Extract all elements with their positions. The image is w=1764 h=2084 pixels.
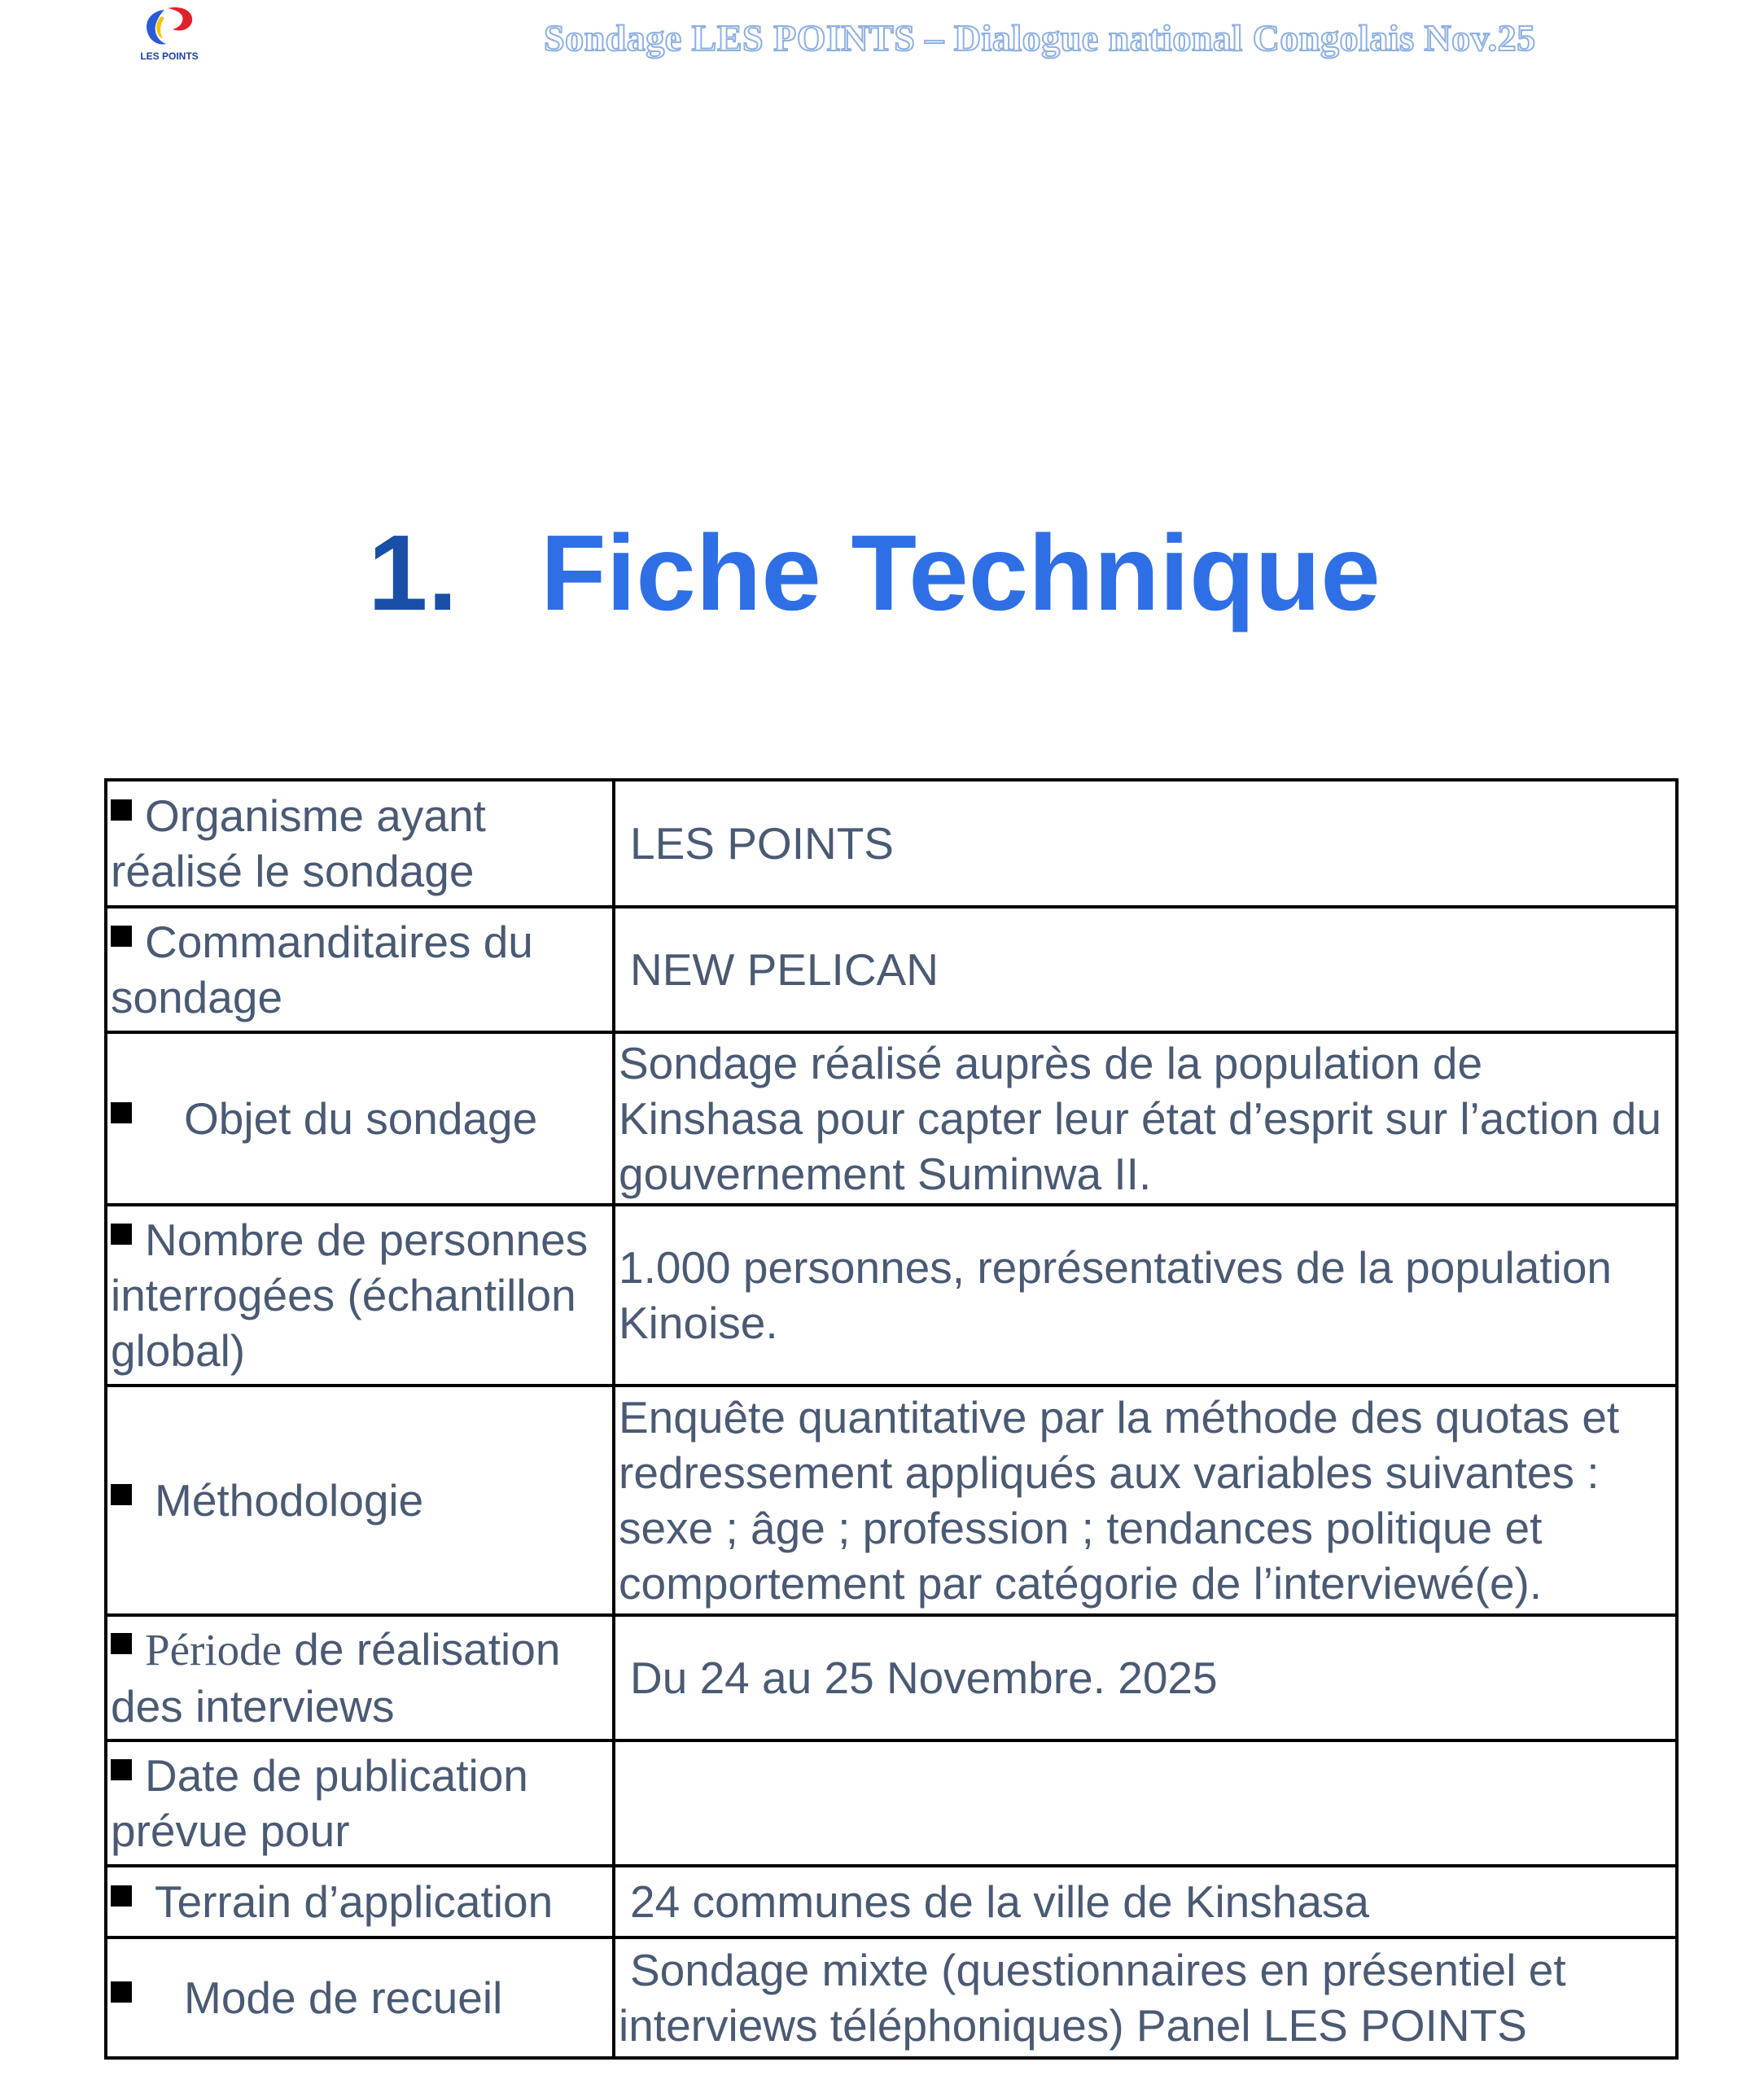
table-row (106, 1032, 1677, 1205)
square-bullet-icon (111, 1102, 132, 1123)
row-label-part: Période (145, 1625, 282, 1675)
row-label-cell (106, 1386, 614, 1615)
row-label: Date de publication prévue pour (111, 1749, 528, 1856)
row-label-cell (106, 1032, 614, 1205)
square-bullet-icon (111, 1224, 132, 1245)
table-row (106, 1866, 1677, 1937)
table-row (106, 907, 1677, 1032)
row-label: Commanditaires du sondage (111, 916, 533, 1022)
section-number: 1. (368, 513, 458, 633)
square-bullet-icon (111, 1981, 132, 2003)
row-label: Mode de recueil (184, 1972, 503, 2023)
row-value-text: Sondage mixte (questionnaires en présentiel et interviews téléphoniques) Panel LES POINTS (619, 1944, 1566, 2051)
logo-red-swoosh (168, 7, 192, 31)
row-value: 1.000 personnes, représentatives de la population Kinoise. (614, 1205, 1677, 1386)
square-bullet-icon (111, 1885, 132, 1907)
row-value (614, 1740, 1677, 1866)
logo-yellow-swoosh (156, 16, 164, 39)
row-value: NEW PELICAN (614, 907, 1677, 1032)
row-value: Sondage réalisé auprès de la population de Kinshasa pour capter leur état d’esprit sur l’action du gouvernement Suminwa II. (614, 1032, 1677, 1205)
row-label: Nombre de personnes interrogées (échantillon global) (111, 1214, 589, 1377)
square-bullet-icon (111, 799, 132, 821)
row-label: Terrain d’application (155, 1876, 554, 1927)
row-label: Organisme ayant réalisé le sondage (111, 790, 486, 896)
section-heading (368, 511, 1508, 634)
square-bullet-icon (111, 1759, 132, 1780)
fiche-technique-table (104, 778, 1679, 2060)
row-value: Du 24 au 25 Novembre. 2025 (614, 1615, 1677, 1740)
row-label-cell (106, 907, 614, 1032)
section-title: Fiche Technique (541, 513, 1381, 633)
row-value: 24 communes de la ville de Kinshasa (614, 1866, 1677, 1937)
table-row (106, 1205, 1677, 1386)
header-title: Sondage LES POINTS – Dialogue national Congolais Nov.25 (544, 17, 1536, 59)
row-label-cell (106, 1937, 614, 2058)
row-label: Méthodologie (155, 1474, 424, 1526)
table-row (106, 780, 1677, 907)
table-row (106, 1740, 1677, 1866)
square-bullet-icon (111, 1484, 132, 1505)
row-label-cell (106, 1740, 614, 1866)
square-bullet-icon (111, 1633, 132, 1654)
row-label-cell (106, 1866, 614, 1937)
row-value: Enquête quantitative par la méthode des quotas et redressement appliqués aux variables suivantes : sexe ; âge ; profession ; tendances politique et comportement par catégorie de l’interviewé(e). (614, 1386, 1677, 1615)
logo-blue-swoosh (147, 10, 166, 45)
row-label: Objet du sondage (184, 1092, 538, 1144)
row-label-cell (106, 1615, 614, 1740)
row-value: LES POINTS (614, 780, 1677, 907)
row-label-part: de réalisation des interviews (111, 1624, 561, 1732)
logo-text: LES POINTS (140, 50, 199, 62)
row-label-cell (106, 1205, 614, 1386)
table-row (106, 1937, 1677, 2058)
table-row (106, 1615, 1677, 1740)
row-label-cell (106, 780, 614, 907)
row-value (614, 1937, 1677, 2058)
table-row (106, 1386, 1677, 1615)
les-points-logo (137, 5, 205, 63)
square-bullet-icon (111, 926, 132, 947)
